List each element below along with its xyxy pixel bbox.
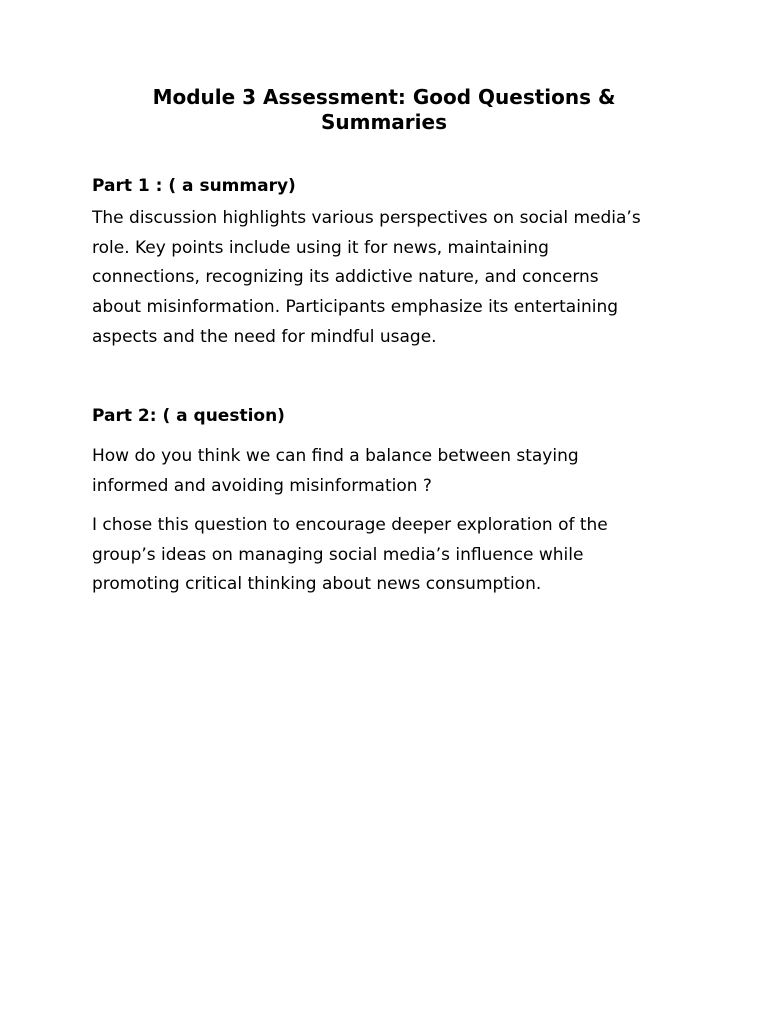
paragraph-line: connections, recognizing its addictive nature, and concerns bbox=[92, 267, 599, 288]
paragraph-line: group’s ideas on managing social media’s influence while bbox=[92, 544, 584, 565]
paragraph-line: The discussion highlights various perspectives on social media’s bbox=[92, 208, 641, 228]
paragraph-line: How do you think we can find a balance between staying bbox=[92, 446, 579, 466]
part2-question-paragraph bbox=[92, 442, 692, 501]
part2-rationale-paragraph bbox=[92, 511, 692, 600]
paragraph-line: promoting critical thinking about news consumption. bbox=[92, 574, 542, 595]
document-title bbox=[92, 85, 676, 135]
paragraph-line: role. Key points include using it for news, maintaining bbox=[92, 237, 549, 258]
paragraph-line: aspects and the need for mindful usage. bbox=[92, 326, 437, 347]
paragraph-line: informed and avoiding misinformation ? bbox=[92, 475, 432, 496]
paragraph-line: I chose this question to encourage deeper exploration of the bbox=[92, 515, 608, 535]
paragraph-line: about misinformation. Participants emphasize its entertaining bbox=[92, 297, 619, 318]
part1-summary-paragraph bbox=[92, 204, 692, 353]
title-line: Module 3 Assessment: Good Questions & bbox=[152, 85, 616, 109]
part1-heading: Part 1 : ( a summary) bbox=[92, 176, 296, 196]
part2-heading: Part 2: ( a question) bbox=[92, 406, 285, 426]
title-line: Summaries bbox=[320, 110, 447, 134]
